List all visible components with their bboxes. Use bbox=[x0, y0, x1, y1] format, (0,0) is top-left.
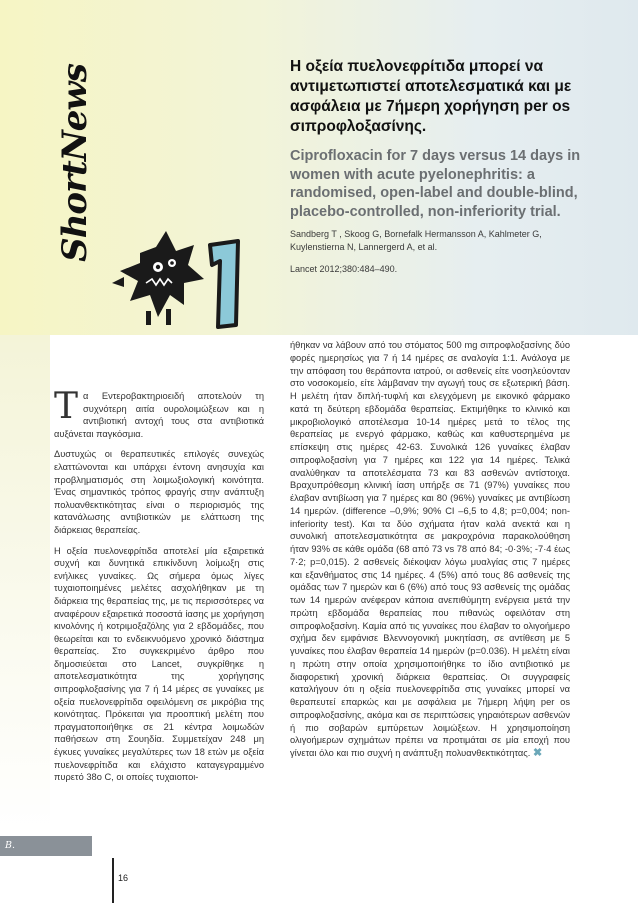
mascot-illustration bbox=[110, 225, 250, 335]
article-title-greek: Η οξεία πυελονεφρίτιδα μπορεί να αντιμετωπιστεί αποτελεσματικά και με ασφάλεια με 7ήμερη χορήγηση per os σιπροφλοξασίνης. bbox=[290, 58, 572, 135]
brand-logo-text: ShortNews bbox=[55, 63, 95, 262]
page-number: 16 bbox=[118, 873, 129, 883]
paragraph-continued bbox=[290, 339, 570, 760]
paragraph-intro bbox=[54, 386, 264, 440]
page-number-rule bbox=[112, 858, 114, 903]
author-credit: Β. Παπαδημητρίου bbox=[0, 836, 92, 856]
article-title-english: Ciprofloxacin for 7 days versus 14 days in women with acute pyelonephritis: a randomised, open-label and double-blind, placebo-controlled, non-inferiority trial. bbox=[290, 148, 581, 220]
number-one-icon bbox=[210, 241, 238, 327]
paragraph-continued-text: ήθηκαν να λάβουν από του στόματος 500 mg σιπροφλοξασίνης δύο φορές ημερησίως για 7 ή 14 ημέρες σε αναλογία 1:1. Ανάλογα με την απόφαση του θεράποντα ιατρού, οι ασθενείς είτε νοσηλεύονταν στο νοσοκομείο, είτε λάμβαναν την αγωγή τους σε εξωτερική βάση. Η μελέτη ήταν διπλή-τυφλή και ελεγχόμενη με εικονικό φάρμακο κατά τη δεύτερη εβδομάδα θεραπείας. Εκτιμήθηκε το κλινικό και μικροβιολογικό αποτέλεσμα 10-14 ημέρες μετά το τέλος της θεραπείας με ενεργό φάρμακο, καθώς και καθυστερημένα με επίσκεψη στις ημέρες 42-63. Συνολικά 126 γυναίκες έλαβαν σιπροφλοξασίνη για 7 ημέρες και 122 για 14 ημέρες. Τελικά αναλύθηκαν τα αποτελέσματα 73 και 83 ασθενών αντίστοιχα. Βραχυπρόθεσμη κλινική ίαση υπήρξε σε 71 (97%) γυναίκες που έλαβαν αντιβίωση για 7 ημέρες και 80 (96%) γυναίκες με αντιβίωση 14 ημερών. (difference –0,9%; 90% CI –6,5 to 4,8; p=0,004; non-inferiority test). Και τα δύο σχήματα ήταν καλά ανεκτά και η συνολική αποτελεσματικότητα σε μακροχρόνια παρακολούθηση ήταν 93% σε κάθε ομάδα (68 από 73 vs 78 από 84; -0·3%; -7·4 έως 7·2; p=0,015). 2 ασθενείς διέκοψαν λόγω μυαλγίας στις 7 ημέρες και εξανθήματος στις 14 ημέρες. 4 (5%) από τους 86 ασθενείς της ομάδας των 7 ημερών και 6 (6%) από τους 93 ασθενείς της ομάδας των 14 ημερών ανέφεραν κάποια ανεπιθύμητη ενέργεια μετά την πρώτη εβδομάδα θεραπείας που πιθανώς οφειλόταν στη σιπροφλοξασίνη. Καμία από τις γυναίκες που έλαβαν το ολιγοήμερο σχήμα δεν εμφάνισε Βλεννογονική μυκητίαση, σε αντίθεση με 5 γυναίκες που έλαβαν θεραπεία 14 ημερών (p=0.036). Η μελέτη είναι η πρώτη στην οποία χρησιμοποιήθηκε το ίδιο αντιβιοτικό με διαφορετική χρονική διάρκεια θεραπείας. Οι συγγραφείς καταλήγουν ότι η οξεία πυελονεφρίτιδα στις γυναίκες μπορεί να θεραπευτεί επαρκώς και με ασφάλεια με 7ήμερη λήψη per os σιπροφλοξασίνης, ακόμα και σε περιπτώσεις γηραιότερων ασθενών ή πιο σοβαρών εμπύρετων λοιμώξεων. Η χρησιμοποίηση ολιγοήμερων σχημάτων πρέπει να προτιμάται σε μία εποχή που γίνεται όλο και πιο συχνή η ανάπτυξη πολυανθεκτικότητας. bbox=[290, 340, 570, 758]
body-column-right bbox=[290, 339, 570, 760]
paragraph-3: Η οξεία πυελονεφρίτιδα αποτελεί μία εξαιρετικά συχνή και δυνητικά επικίνδυνη λοίμωξη στις ενήλικες γυναίκες. Ως σήμερα όμως λίγες τυχαιοποιημένες μελέτες ασχολήθηκαν με τη διάρκεια της θεραπείας της, με τις περισσότερες να αναφέρουν εξαιρετικά ποσοστά ίασης με χορήγηση κινολόνης ή κοτριμοξαζόλης για 2 εβδομάδες, που θεωρείται και το ενδεικνυόμενο χρονικό διάστημα θεραπείας. Στο συγκεκριμένο άρθρο που δημοσιεύεται στο Lancet, συγκρίθηκε η αποτελεσματικότητα της χορήγησης σιπροφλοξασίνης για 7 ή 14 μέρες σε γυναίκες με οξεία πυελονεφρίτιδα οφειλόμενη σε μικρόβια της κοινότητας. Πρόκειται για προοπτική μελέτη που πραγματοποιήθηκε σε 21 κέντρα λοιμωδών παθήσεων στη Σουηδία. Συμμετείχαν 248 μη έγκυες γυναίκες μεγαλύτερες των 18 ετών με οξεία πυελονεφρίτιδα και ελάχιστο καταγεγραμμένο πυρετό 38ο C, οι οποίες τυχαιοποι- bbox=[54, 545, 264, 783]
drop-cap: Τ bbox=[54, 386, 79, 427]
paragraph-2: Δυστυχώς οι θεραπευτικές επιλογές συνεχώς ελαττώνονται και υπάρχει έντονη ανησυχία και προβληματισμός στη λοιμωξιολογική κοινότητα. Ένας σημαντικός τρόπος φραγής στην ανάπτυξη πολυανθεκτικότητας είναι ο περιορισμός της κατανάλωσης αντιβιοτικών με ελάττωση της διάρκειας θεραπείας. bbox=[54, 449, 264, 535]
article-header bbox=[290, 57, 590, 286]
left-margin-strip bbox=[0, 335, 50, 835]
end-of-article-icon: ✖ bbox=[532, 747, 543, 759]
section-brand bbox=[40, 63, 110, 262]
number-mark: 1 bbox=[110, 225, 111, 226]
article-citation: Lancet 2012;380:484–490. bbox=[290, 264, 398, 274]
paragraph-intro-text: α Εντεροβακτηριοειδή αποτελούν τη συχνότερη αιτία ουρολοιμώξεων και η αντιβιοτική αντοχή τους στα αντιβιοτικά αυξάνεται παγκόσμια. bbox=[54, 391, 264, 439]
body-column-left bbox=[54, 386, 264, 792]
article-authors: Sandberg T , Skoog G, Bornefalk Hermansson A, Kahlmeter G, Kuylenstierna N, Lannergerd A, et al. bbox=[290, 229, 542, 252]
star-monster-icon bbox=[112, 231, 204, 325]
